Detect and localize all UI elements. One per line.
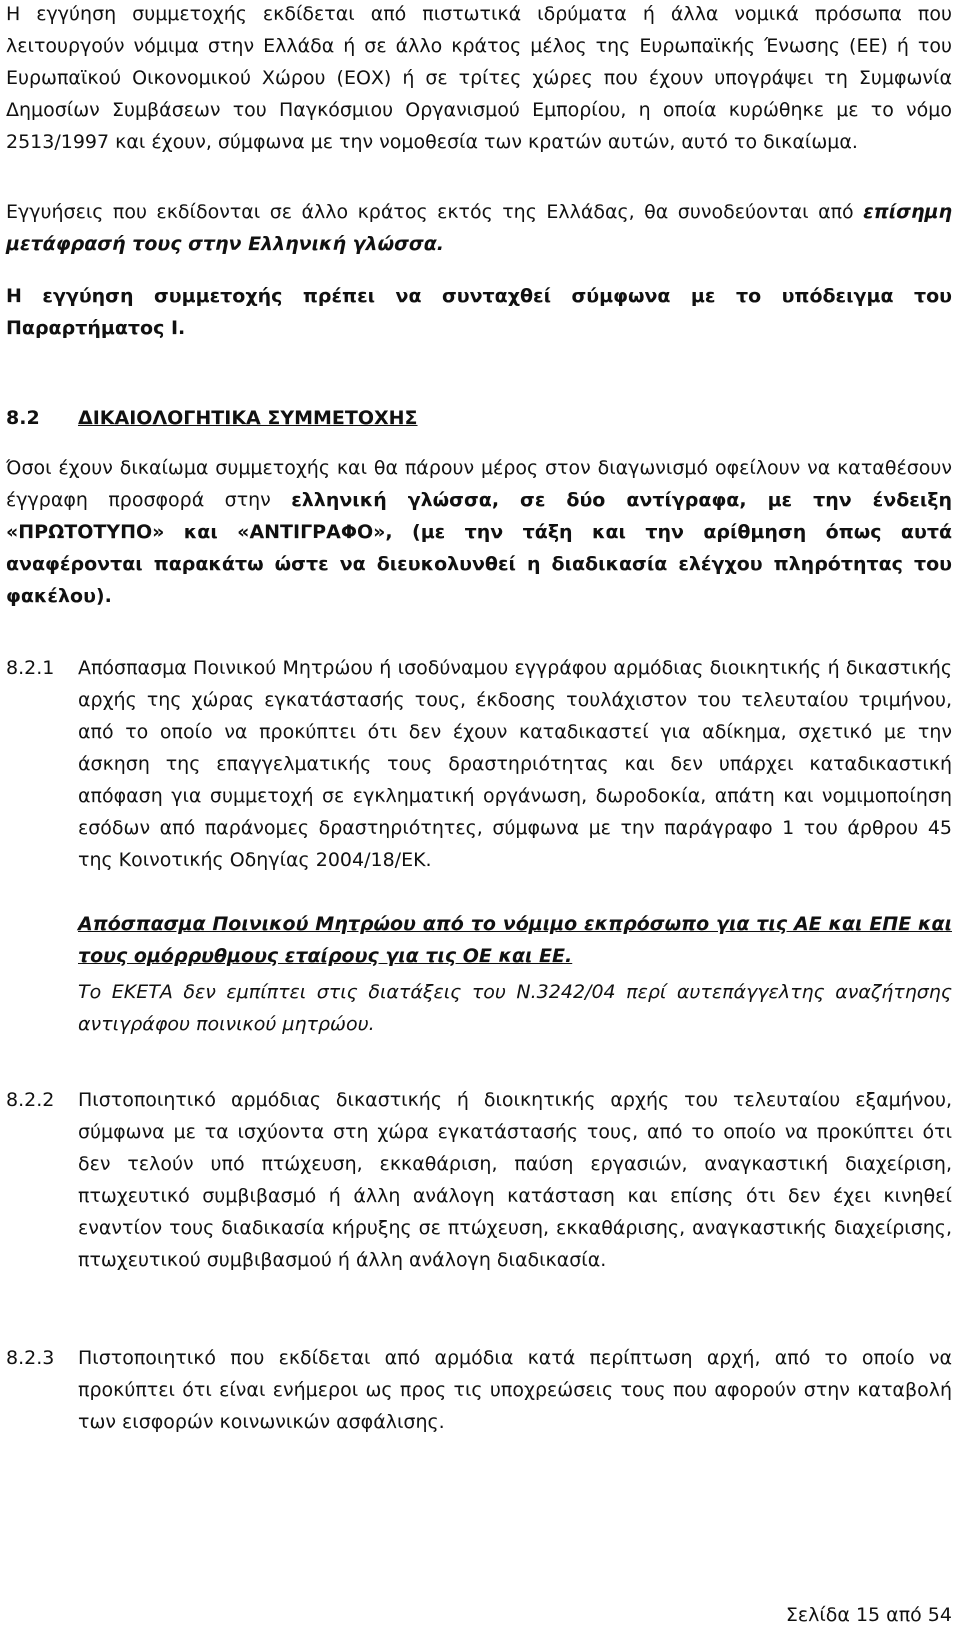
page-number-label: Σελίδα 15 από 54 — [785, 1604, 952, 1626]
item-number: 8.2.1 — [6, 657, 55, 679]
intro-paragraph-1 — [6, 0, 952, 158]
item-number: 8.2.3 — [6, 1347, 55, 1369]
section-lead-paragraph — [6, 452, 952, 612]
intro-text-3: Η εγγύηση συμμετοχής πρέπει να συνταχθεί σύμφωνα με το υπόδειγμα του Παραρτήματος Ι. — [6, 285, 952, 339]
intro-text-1: Η εγγύηση συμμετοχής εκδίδεται από πιστωτικά ιδρύματα ή άλλα νομικά πρόσωπα που λειτουργούν νόμιμα στην Ελλάδα ή σε άλλο κράτος μέλος της Ευρωπαϊκής Ένωσης (ΕΕ) ή του Ευρωπαϊκού Οικονομικού Χώρου (ΕΟΧ) ή σε τρίτες χώρες που έχουν υπογράψει τη Συμφωνία Δημοσίων Συμβάσεων του Παγκόσμιου Οργανισμού Εμπορίου, η οποία κυρώθηκε με το νόμο 2513/1997 και έχουν, σύμφωνα με την νομοθεσία των κρατών αυτών, αυτό το δικαίωμα. — [6, 3, 952, 153]
item-note-italic — [78, 976, 952, 1040]
item-note-bold — [78, 908, 952, 972]
section-lead-text: Όσοι έχουν δικαίωμα συμμετοχής και θα πάρουν μέρος στον διαγωνισμό οφείλουν να καταθέσουν έγγραφη προσφορά στην — [6, 457, 952, 511]
item-text: Πιστοποιητικό που εκδίδεται από αρμόδια κατά περίπτωση αρχή, από το οποίο να προκύπτει ότι είναι ενήμεροι ως προς τις υποχρεώσεις τους που αφορούν στην καταβολή των εισφορών κοινωνικών ασφάλισης. — [78, 1347, 952, 1433]
item-text: Απόσπασμα Ποινικού Μητρώου ή ισοδύναμου εγγράφου αρμόδιας διοικητικής ή δικαστικής αρχής της χώρας εγκατάστασής τους, έκδοσης τουλάχιστον του τελευταίου τριμήνου, από το οποίο να προκύπτει ότι δεν έχουν καταδικαστεί για αδίκημα, σχετικό με την άσκηση της επαγγελματικής τους δραστηριότητας και δεν υπάρχει καταδικαστική απόφαση για συμμετοχή σε εγκληματική οργάνωση, δωροδοκία, απάτη και νομιμοποίηση εσόδων από παράνομες δραστηριότητες, σύμφωνα με την παράγραφο 1 του άρθρου 45 της Κοινοτικής Οδηγίας 2004/18/ΕΚ. — [78, 657, 952, 871]
section-heading — [6, 402, 952, 434]
section-number: 8.2 — [6, 407, 40, 429]
item-number: 8.2.2 — [6, 1089, 55, 1111]
intro-paragraph-3 — [6, 280, 952, 344]
intro-text-2: Εγγυήσεις που εκδίδονται σε άλλο κράτος εκτός της Ελλάδας, θα συνοδεύονται από — [6, 201, 864, 223]
intro-paragraph-2 — [6, 196, 952, 260]
list-item — [6, 1342, 952, 1438]
item-note-italic-text: Το ΕΚΕΤΑ δεν εμπίπτει στις διατάξεις του Ν.3242/04 περί αυτεπάγγελτης αναζήτησης αντιγράφου ποινικού μητρώου. — [78, 981, 952, 1035]
intro-text-2-emphasis: επίσημη μετάφρασή τους στην Ελληνική γλώσσα. — [6, 201, 952, 255]
item-text: Πιστοποιητικό αρμόδιας δικαστικής ή διοικητικής αρχής του τελευταίου εξαμήνου, σύμφωνα με τα ισχύοντα στη χώρα εγκατάστασής τους, από το οποίο να προκύπτει ότι δεν τελούν υπό πτώχευση, εκκαθάριση, παύση εργασιών, αναγκαστική διαχείριση, πτωχευτικό συμβιβασμό ή άλλη ανάλογη κατάσταση και επίσης ότι δεν έχει κινηθεί εναντίον τους διαδικασία κήρυξης σε πτώχευση, εκκαθάρισης, αναγκαστικής διαχείρισης, πτωχευτικού συμβιβασμού ή άλλη ανάλογη διαδικασία. — [78, 1089, 952, 1271]
section-lead-bold-1: ελληνική γλώσσα — [291, 489, 492, 511]
section-lead-bold-2: σε δύο αντίγραφα, με την ένδειξη «ΠΡΩΤΟΤΥΠΟ» και «ΑΝΤΙΓΡΑΦΟ», (με την τάξη και την αρίθμηση όπως αυτά αναφέρονται παρακάτω ώστε να διευκολυνθεί η διαδικασία ελέγχου πληρότητας του φακέλου). — [6, 489, 952, 607]
list-item — [6, 1084, 952, 1276]
section-lead-separator: , — [491, 489, 521, 511]
item-note-bold-text: Απόσπασμα Ποινικού Μητρώου από το νόμιμο εκπρόσωπο για τις ΑΕ και ΕΠΕ και τους ομόρρυθμους εταίρους για τις ΟΕ και ΕΕ. — [78, 913, 952, 967]
list-item — [6, 652, 952, 876]
section-title: ΔΙΚΑΙΟΛΟΓΗΤΙΚΑ ΣΥΜΜΕΤΟΧΗΣ — [78, 407, 418, 429]
page-footer — [786, 1600, 952, 1630]
